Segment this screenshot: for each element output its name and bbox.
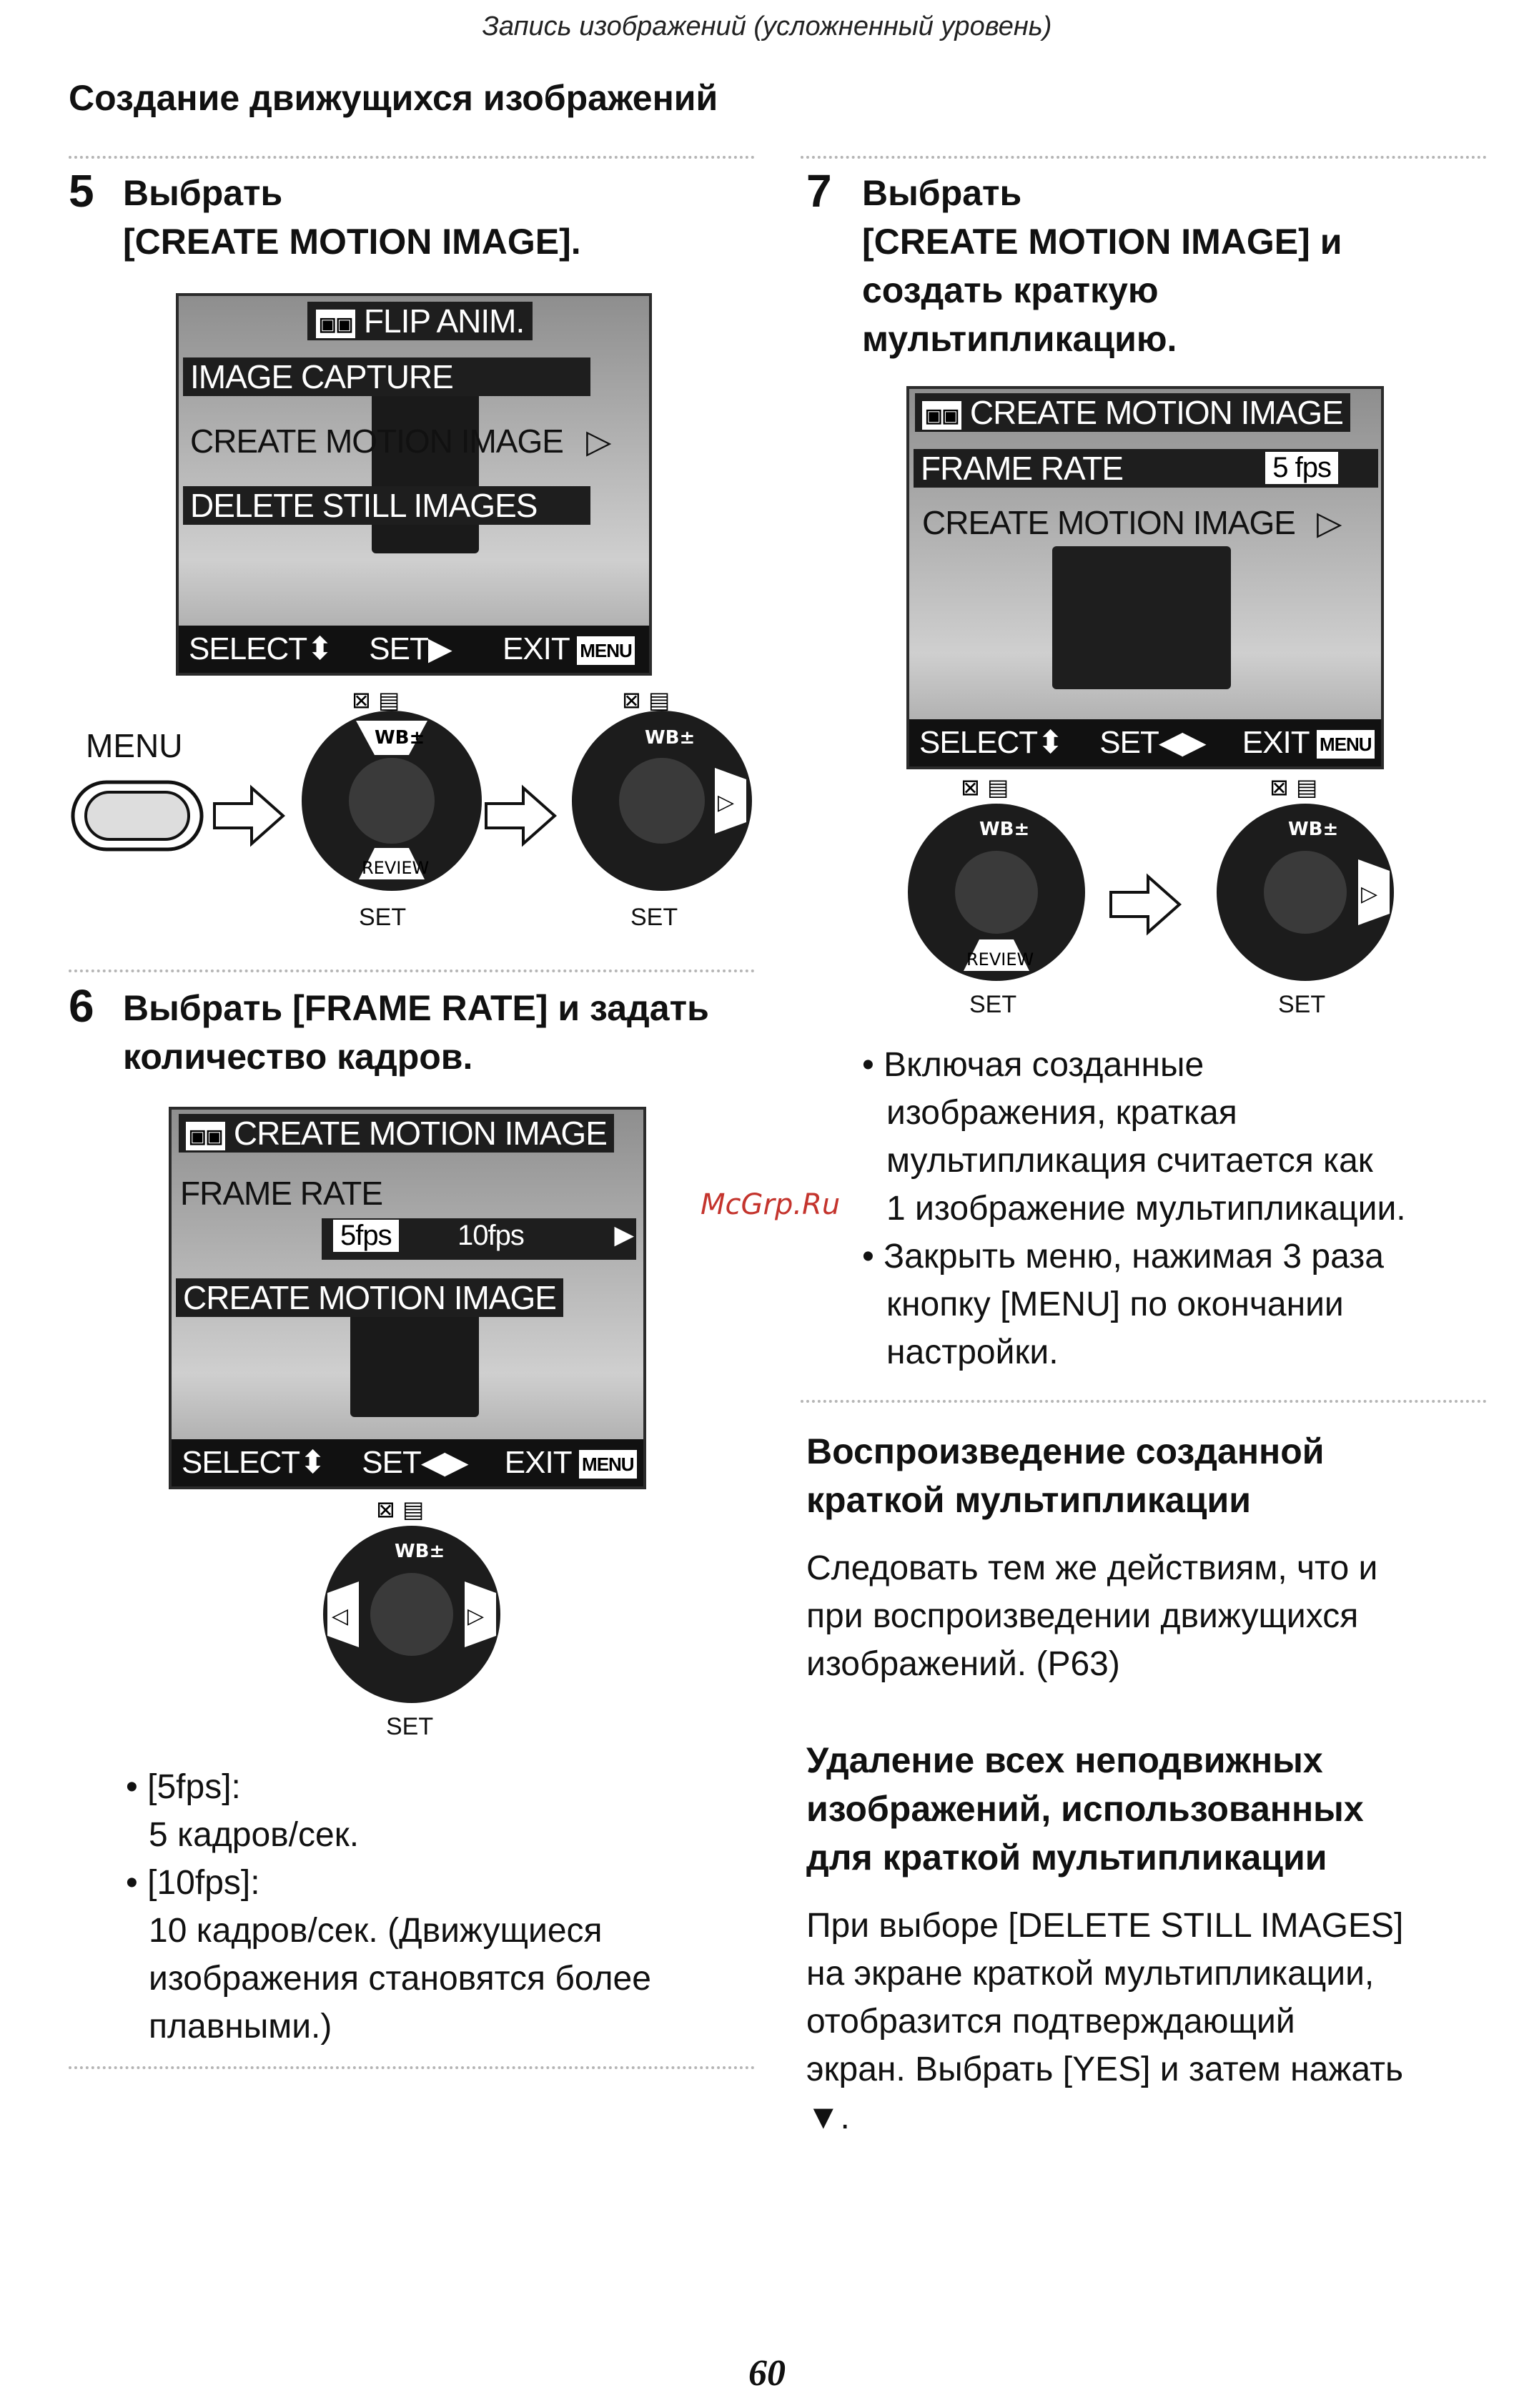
fps-value: 5 fps <box>1265 452 1338 484</box>
option-5fps[interactable]: 5fps <box>333 1220 399 1252</box>
svg-text:WB±: WB± <box>979 819 1030 840</box>
set-label: SET <box>362 1445 421 1480</box>
cursor-dial-down[interactable] <box>899 774 1099 988</box>
doll-silhouette <box>372 375 479 553</box>
menu-item-create-motion[interactable]: CREATE MOTION IMAGE <box>190 423 563 460</box>
svg-text:WB±: WB± <box>1288 819 1339 840</box>
step-number: 5 <box>69 165 94 217</box>
menu-item-frame-rate[interactable] <box>914 449 1378 488</box>
svg-text:⊠ ▤: ⊠ ▤ <box>1270 774 1318 801</box>
body-line: изображений. (P63) <box>806 1645 1120 1683</box>
svg-text:▷: ▷ <box>467 1604 485 1629</box>
divider <box>69 2066 755 2069</box>
select-label: SELECT <box>189 631 307 666</box>
set-caption: SET <box>386 1713 434 1740</box>
list-item-body: 5 кадров/сек. <box>149 1816 360 1854</box>
step-line: Выбрать <box>862 173 1022 213</box>
exit-label: EXIT <box>504 1445 571 1480</box>
arrow-right-icon: ▶ <box>427 631 452 666</box>
screen-title <box>179 1114 614 1153</box>
subsection-title <box>806 1736 1364 1882</box>
divider <box>69 156 755 159</box>
step-line: [CREATE MOTION IMAGE]. <box>123 222 581 262</box>
exit-label: EXIT <box>502 631 569 666</box>
list-item-cont: 1 изображение мультипликации. <box>886 1190 1406 1228</box>
menu-badge: MENU <box>579 1450 637 1479</box>
title-line: для краткой мультипликации <box>806 1837 1327 1877</box>
list-item-head: • [10fps]: <box>126 1864 260 1902</box>
flip-anim-icon: ▣▣ <box>922 401 961 430</box>
list-item: • Включая созданные <box>862 1046 1204 1084</box>
doll-silhouette <box>1052 546 1231 689</box>
up-down-icon: ⬍ <box>307 631 333 666</box>
svg-text:WB±: WB± <box>395 1541 445 1562</box>
svg-text:REVIEW: REVIEW <box>966 949 1034 969</box>
cursor-dial-right[interactable] <box>1208 774 1408 988</box>
fps-notes <box>126 1763 651 2051</box>
body-line: на экране краткой мультипликации, <box>806 1955 1375 1993</box>
body-line: При выборе [DELETE STILL IMAGES] <box>806 1907 1404 1945</box>
svg-text:REVIEW: REVIEW <box>362 858 430 878</box>
body-line: экран. Выбрать [YES] и затем нажать <box>806 2051 1404 2088</box>
exit-label: EXIT <box>1242 725 1309 760</box>
svg-text:WB±: WB± <box>645 727 696 749</box>
set-caption: SET <box>359 904 407 931</box>
list-item-head: • [5fps]: <box>126 1768 241 1806</box>
step-instruction <box>123 169 581 266</box>
cursor-dial-down[interactable] <box>295 686 495 901</box>
menu-badge: MENU <box>1317 730 1375 759</box>
svg-text:▷: ▷ <box>718 790 735 815</box>
section-title: Создание движущихся изображений <box>69 78 718 118</box>
step-instruction <box>123 984 709 1081</box>
divider <box>69 969 755 972</box>
subsection-title <box>806 1427 1325 1524</box>
arrow-right-icon: ▷ <box>586 423 611 460</box>
cursor-dial-right[interactable] <box>565 686 765 901</box>
title-line: Воспроизведение созданной <box>806 1431 1325 1471</box>
step-line: [CREATE MOTION IMAGE] и <box>862 222 1342 262</box>
list-item-cont: настройки. <box>886 1333 1059 1371</box>
camera-screen <box>169 1107 646 1489</box>
step-line: количество кадров. <box>123 1037 473 1077</box>
cursor-dial-left-right[interactable] <box>315 1496 515 1710</box>
page-number: 60 <box>748 2353 786 2394</box>
watermark: McGrp.Ru <box>701 1188 841 1221</box>
title-line: Удаление всех неподвижных <box>806 1740 1323 1780</box>
arrow-right-icon: ▷ <box>1317 504 1342 541</box>
step-number: 6 <box>69 980 94 1032</box>
divider <box>801 1400 1487 1403</box>
title-line: краткой мультипликации <box>806 1480 1251 1520</box>
frame-rate-options <box>322 1218 636 1260</box>
select-label: SELECT <box>182 1445 300 1480</box>
set-label: SET <box>1099 725 1159 760</box>
list-item: • Закрыть меню, нажимая 3 раза <box>862 1238 1384 1275</box>
arrow-right-icon <box>212 784 287 848</box>
step7-notes <box>862 1041 1406 1376</box>
screen-title-text: FLIP ANIM. <box>363 302 525 340</box>
arrow-right-icon <box>1108 872 1184 937</box>
svg-text:▷: ▷ <box>1361 882 1378 907</box>
list-item-cont: мультипликация считается как <box>886 1142 1373 1180</box>
svg-text:⊠ ▤: ⊠ ▤ <box>961 774 1009 801</box>
camera-screen <box>176 293 652 676</box>
step-line: Выбрать [FRAME RATE] и задать <box>123 988 709 1028</box>
menu-item-create-motion[interactable]: CREATE MOTION IMAGE <box>176 1278 563 1317</box>
list-item-body: изображения становятся более <box>149 1960 651 1998</box>
svg-text:⊠ ▤: ⊠ ▤ <box>622 686 670 714</box>
svg-text:WB±: WB± <box>375 727 425 749</box>
list-item-cont: изображения, краткая <box>886 1094 1237 1132</box>
arrow-right-icon <box>483 784 559 848</box>
body-line: Следовать тем же действиям, что и <box>806 1549 1378 1587</box>
body-line: ▼. <box>806 2098 850 2136</box>
subsection-body <box>806 1902 1403 2141</box>
menu-item-create-motion[interactable]: CREATE MOTION IMAGE <box>922 504 1295 541</box>
running-header: Запись изображений (усложненный уровень) <box>482 11 1052 41</box>
menu-item-image-capture[interactable]: IMAGE CAPTURE <box>183 357 590 396</box>
set-label: SET <box>369 631 428 666</box>
step-line: Выбрать <box>123 173 283 213</box>
screen-title-text: CREATE MOTION IMAGE <box>233 1115 607 1152</box>
up-down-icon: ⬍ <box>300 1445 326 1480</box>
select-label: SELECT <box>919 725 1038 760</box>
flip-anim-icon: ▣▣ <box>316 310 355 338</box>
list-item-cont: кнопку [MENU] по окончании <box>886 1286 1344 1323</box>
frame-rate-label: FRAME RATE <box>921 450 1124 487</box>
step-number: 7 <box>806 165 832 217</box>
menu-badge: MENU <box>577 636 635 665</box>
svg-text:⊠ ▤: ⊠ ▤ <box>352 686 400 714</box>
menu-button[interactable] <box>69 772 209 858</box>
screen-title-text: CREATE MOTION IMAGE <box>969 394 1343 431</box>
camera-screen <box>906 386 1384 769</box>
frame-rate-label: FRAME RATE <box>180 1175 383 1212</box>
flip-anim-icon: ▣▣ <box>186 1122 225 1150</box>
title-line: изображений, использованных <box>806 1789 1364 1829</box>
screen-bottom-bar <box>909 719 1381 766</box>
step-line: создать краткую <box>862 270 1159 310</box>
list-item-body: плавными.) <box>149 2008 332 2046</box>
menu-item-delete-still[interactable]: DELETE STILL IMAGES <box>183 486 590 525</box>
arrow-right-icon: ▶ <box>614 1220 633 1249</box>
svg-text:⊠ ▤: ⊠ ▤ <box>376 1496 425 1523</box>
set-caption: SET <box>630 904 678 931</box>
screen-bottom-bar <box>179 626 649 673</box>
menu-label: MENU <box>86 727 183 764</box>
option-10fps[interactable]: 10fps <box>457 1220 524 1251</box>
left-right-icon: ◀▶ <box>1158 725 1206 760</box>
subsection-body <box>806 1544 1377 1688</box>
set-caption: SET <box>1278 991 1326 1018</box>
left-right-icon: ◀▶ <box>420 1445 468 1480</box>
divider <box>801 156 1487 159</box>
step-line: мультипликацию. <box>862 319 1177 359</box>
up-down-icon: ⬍ <box>1037 725 1064 760</box>
step-instruction <box>862 169 1342 363</box>
svg-text:◁: ◁ <box>332 1604 349 1629</box>
body-line: отобразится подтверждающий <box>806 2003 1295 2041</box>
list-item-body: 10 кадров/сек. (Движущиеся <box>149 1912 603 1950</box>
screen-bottom-bar <box>172 1439 643 1486</box>
set-caption: SET <box>969 991 1017 1018</box>
screen-title <box>307 302 533 340</box>
body-line: при воспроизведении движущихся <box>806 1597 1359 1635</box>
screen-title <box>915 393 1350 432</box>
